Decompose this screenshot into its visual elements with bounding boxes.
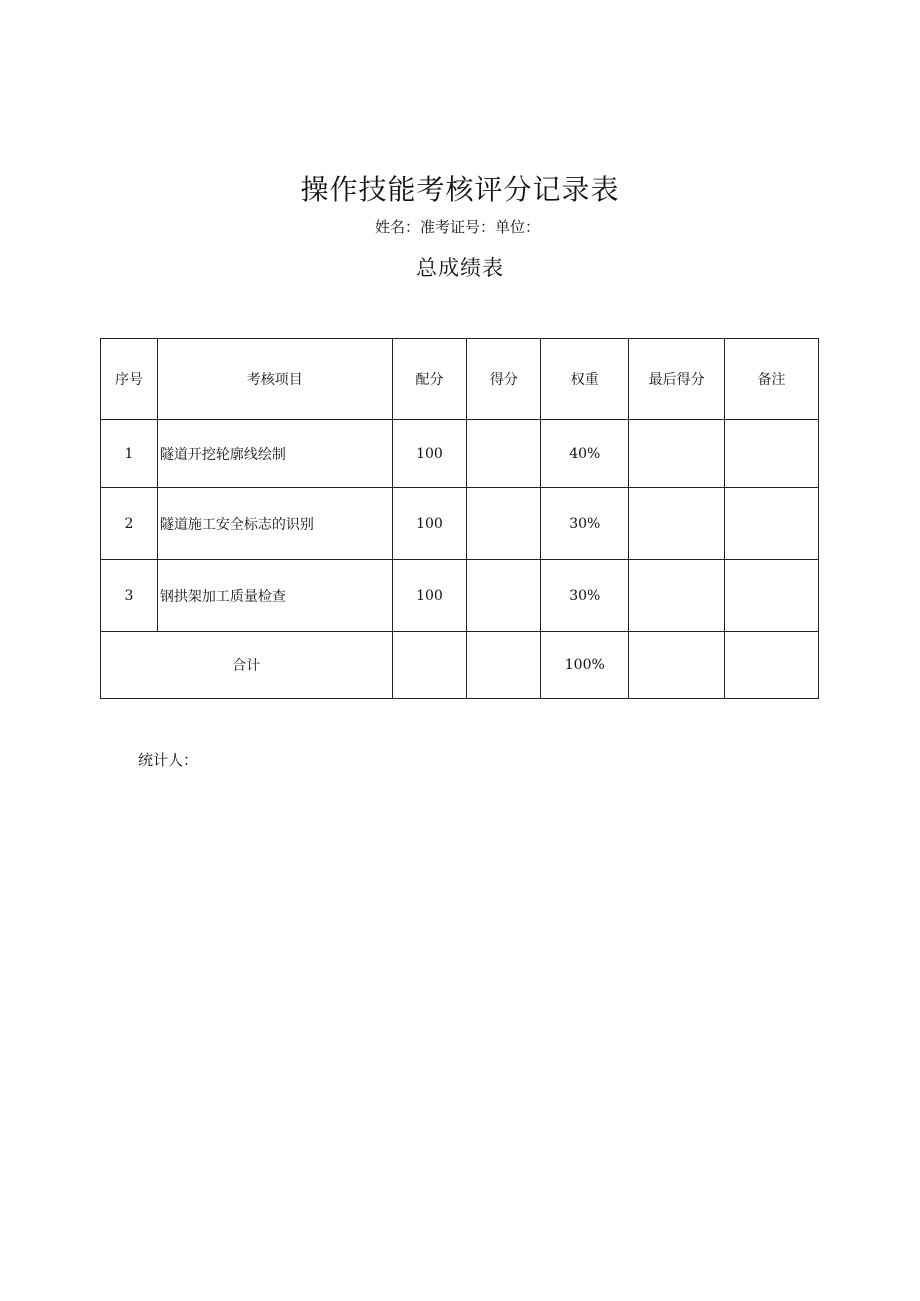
row-final[interactable]: [629, 420, 725, 488]
row-no: 2: [101, 488, 158, 560]
row-remark[interactable]: [725, 560, 819, 632]
row-final[interactable]: [629, 560, 725, 632]
row-points: 100: [392, 420, 467, 488]
table-row: [101, 560, 819, 632]
row-score[interactable]: [467, 420, 541, 488]
total-final[interactable]: [629, 632, 725, 699]
total-remark[interactable]: [725, 632, 819, 699]
row-item: 隧道施工安全标志的识别: [157, 488, 392, 560]
row-score[interactable]: [467, 488, 541, 560]
row-score[interactable]: [467, 560, 541, 632]
header-weight: 权重: [541, 339, 629, 420]
total-points: [392, 632, 467, 699]
table-title: 总成绩表: [416, 256, 504, 280]
row-points: 100: [392, 488, 467, 560]
table-row: [101, 488, 819, 560]
exam-id-label: 准考证号：: [420, 218, 496, 236]
header-no: 序号: [101, 339, 158, 420]
header-item: 考核项目: [157, 339, 392, 420]
header-score: 得分: [467, 339, 541, 420]
row-final[interactable]: [629, 488, 725, 560]
total-weight: 100%: [541, 632, 629, 699]
header-remark: 备注: [725, 339, 819, 420]
row-no: 3: [101, 560, 158, 632]
row-remark[interactable]: [725, 420, 819, 488]
row-weight: 30%: [541, 560, 629, 632]
row-item: 钢拱架加工质量检查: [157, 560, 392, 632]
document-title: 操作技能考核评分记录表: [300, 173, 620, 206]
row-weight: 40%: [541, 420, 629, 488]
total-score[interactable]: [467, 632, 541, 699]
table-row: [101, 420, 819, 488]
unit-label: 单位：: [495, 218, 541, 236]
row-points: 100: [392, 560, 467, 632]
examinee-info: [375, 216, 540, 237]
row-item: 隧道开挖轮廓线绘制: [157, 420, 392, 488]
statistician-label: 统计人：: [138, 751, 199, 769]
score-table: [100, 338, 819, 699]
header-row: [101, 339, 819, 420]
header-final: 最后得分: [629, 339, 725, 420]
row-remark[interactable]: [725, 488, 819, 560]
row-no: 1: [101, 420, 158, 488]
name-label: 姓名：: [375, 218, 421, 236]
row-weight: 30%: [541, 488, 629, 560]
header-points: 配分: [392, 339, 467, 420]
total-row: [101, 632, 819, 699]
total-label: 合计: [101, 632, 393, 699]
